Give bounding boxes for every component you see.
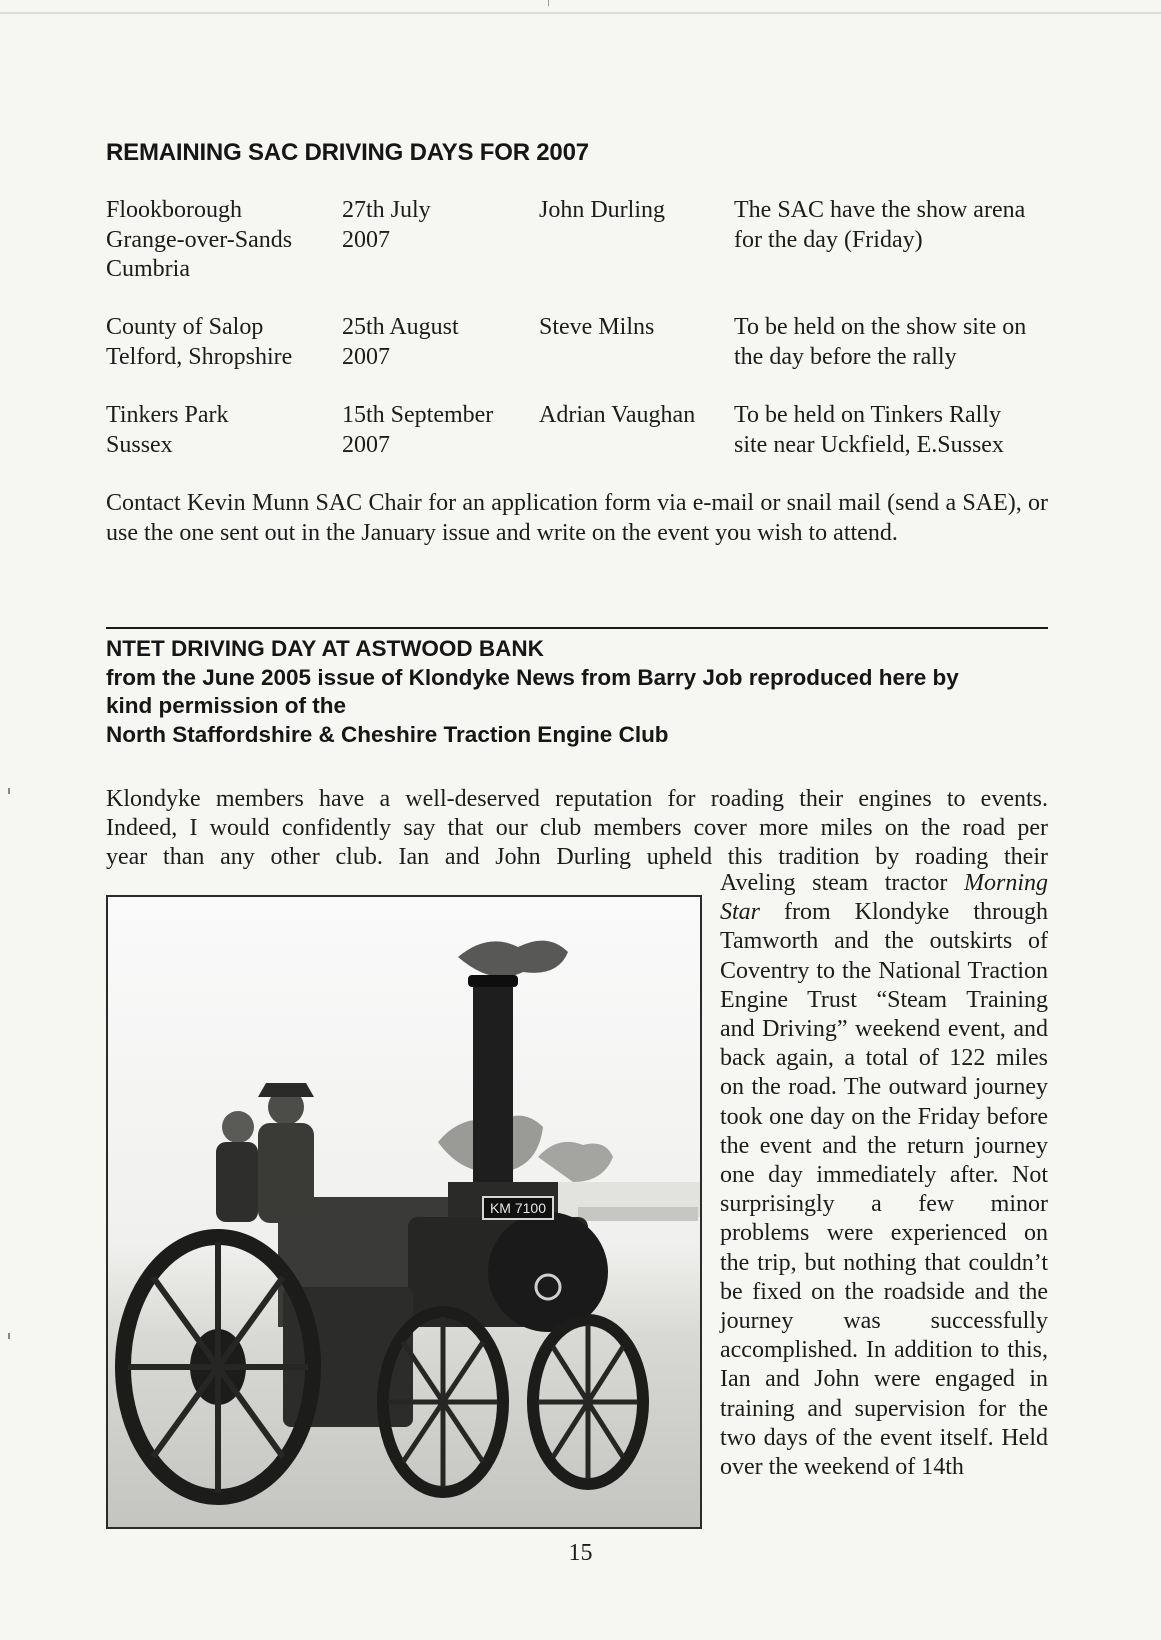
intro-line: Indeed, I would confidently say that our club members cover more miles on the road per	[106, 815, 1048, 841]
contact-cell: Steve Milns	[539, 314, 655, 340]
venue-line: Grange-over-Sands	[106, 226, 293, 253]
contact-cell: Adrian Vaughan	[539, 402, 696, 428]
smoke-shape	[458, 941, 568, 977]
column-text: from Klondyke through Tamworth and the outskirts of Coventry to the National Traction Engine Trust “Steam Training and Driving” weekend event, and back again, a total of 122 miles on the road. The outward journey took one day on the Friday before the event and the return journey one day immediately after. Not surprisingly a few minor problems were experienced on the trip, but nothing that couldn’t be fixed on the roadside and the journey was successfully accomplished. In addition to this, Ian and John were engaged in training and supervision for the two days of the event itself. Held over the weekend of 14th	[720, 899, 1048, 1481]
notes-cell	[734, 313, 1054, 372]
venue-line: Flookborough	[106, 197, 243, 223]
front-wheel-spokes	[388, 1317, 498, 1487]
person-body	[216, 1142, 258, 1222]
hat-shape	[258, 1083, 314, 1097]
date-line: 2007	[342, 226, 390, 253]
notes-line: To be held on Tinkers Rally	[734, 402, 1001, 428]
article-heading	[106, 635, 1051, 749]
venue-cell	[106, 401, 336, 460]
schedule-table	[106, 196, 1050, 460]
venue-cell	[106, 313, 336, 372]
margin-mark	[8, 788, 10, 794]
column-text: Aveling steam tractor	[720, 870, 964, 896]
margin-mark	[8, 1333, 10, 1339]
page-top-edge	[0, 12, 1161, 14]
contact-cell: John Durling	[539, 197, 665, 223]
sac-heading: REMAINING SAC DRIVING DAYS FOR 2007	[106, 139, 589, 166]
intro-line: Klondyke members have a well-deserved reputation for roading their engines to events.	[106, 786, 1048, 812]
notes-line: The SAC have the show arena	[734, 197, 1026, 223]
date-cell	[342, 196, 538, 255]
article-title: NTET DRIVING DAY AT ASTWOOD BANK	[106, 636, 544, 661]
person-body	[258, 1123, 314, 1223]
registration-plate-text: KM 7100	[489, 1200, 547, 1216]
building-shape	[578, 1207, 698, 1221]
date-cell	[342, 401, 538, 460]
section-divider	[106, 627, 1048, 629]
article-subtitle-line: from the June 2005 issue of Klondyke News from Barry Job reproduced here by	[106, 664, 959, 690]
venue-line: Tinkers Park	[106, 402, 229, 428]
article-subtitle-line: North Staffordshire & Cheshire Traction Engine Club	[106, 721, 669, 747]
venue-line: County of Salop	[106, 314, 264, 340]
article-column	[720, 869, 1048, 1482]
venue-line: Cumbria	[106, 256, 190, 282]
notes-line: To be held on the show site on	[734, 314, 1027, 340]
date-line: 2007	[342, 343, 390, 370]
schedule-row	[106, 401, 1050, 460]
contact-paragraph: Contact Kevin Munn SAC Chair for an application form via e-mail or snail mail (send a SAE), or use the one sent out in the January issue and write on the event you wish to attend.	[106, 490, 1048, 546]
chimney-shape	[473, 979, 513, 1209]
page-top-tick	[548, 0, 549, 6]
date-line: 25th August	[342, 314, 459, 340]
person-head	[222, 1111, 254, 1143]
notes-line: the day before the rally	[734, 343, 957, 370]
notes-line: for the day (Friday)	[734, 226, 923, 253]
schedule-row	[106, 196, 1050, 284]
notes-cell	[734, 196, 1054, 255]
page-number: 15	[568, 1540, 593, 1566]
date-line: 27th July	[342, 197, 431, 223]
date-line: 15th September	[342, 402, 494, 428]
date-line: 2007	[342, 431, 390, 458]
engine-name: Morning Star	[720, 870, 1048, 926]
article-intro	[106, 785, 1048, 872]
tree-shape	[538, 1142, 613, 1182]
rear-wheel-spokes	[128, 1242, 308, 1492]
front-wheel-spokes	[538, 1325, 638, 1479]
smokebox-shape	[488, 1212, 608, 1332]
notes-line: site near Uckfield, E.Sussex	[734, 431, 1004, 458]
schedule-row	[106, 313, 1050, 372]
chimney-cap	[468, 975, 518, 987]
steam-tractor-illustration	[108, 897, 702, 1529]
venue-cell	[106, 196, 336, 285]
intro-line: year than any other club. Ian and John Durling upheld this tradition by roading their	[106, 844, 1048, 870]
steam-tractor-photo	[106, 895, 702, 1529]
notes-cell	[734, 401, 1054, 460]
venue-line: Sussex	[106, 431, 173, 458]
venue-line: Telford, Shropshire	[106, 343, 293, 370]
date-cell	[342, 313, 538, 372]
article-subtitle-line: kind permission of the	[106, 693, 347, 719]
